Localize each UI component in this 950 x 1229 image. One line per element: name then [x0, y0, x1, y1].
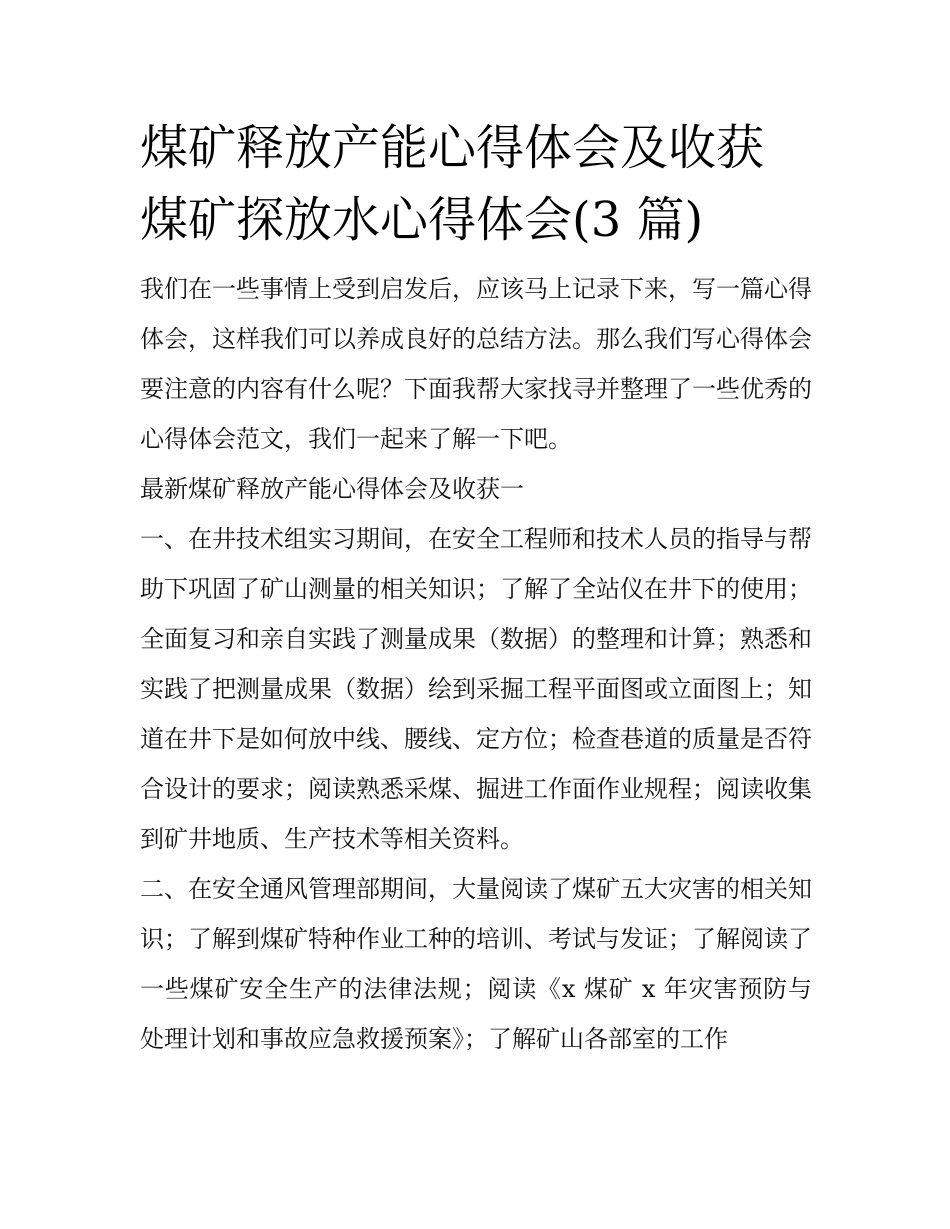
title-line-2: 煤矿探放水心得体会(3 篇)	[140, 192, 704, 248]
body-paragraph-2: 二、在安全通风管理部期间，大量阅读了煤矿五大灾害的相关知识；了解到煤矿特种作业工种的培训、考试与发证；了解阅读了一些煤矿安全生产的法律法规；阅读《x 煤矿 x 年灾害预防与处理计划和事故应急救援预案》；了解矿山各部室的工作	[140, 875, 812, 1053]
intro-paragraph: 我们在一些事情上受到启发后，应该马上记录下来，写一篇心得体会，这样我们可以养成良好的总结方法。那么我们写心得体会要注意的内容有什么呢？下面我帮大家找寻并整理了一些优秀的心得体会范文，我们一起来了解一下吧。	[140, 275, 812, 453]
document-body	[140, 112, 812, 1064]
section-heading: 最新煤矿释放产能心得体会及收获一	[140, 475, 524, 503]
body-paragraph-1: 一、在井技术组实习期间，在安全工程师和技术人员的指导与帮助下巩固了矿山测量的相关知识；了解了全站仪在井下的使用；全面复习和亲自实践了测量成果（数据）的整理和计算；熟悉和实践了把测量成果（数据）绘到采掘工程平面图或立面图上；知道在井下是如何放中线、腰线、定方位；检查巷道的质量是否符合设计的要求；阅读熟悉采煤、掘进工作面作业规程；阅读收集到矿井地质、生产技术等相关资料。	[140, 525, 812, 853]
page-title	[140, 112, 812, 256]
title-line-1: 煤矿释放产能心得体会及收获	[140, 120, 765, 176]
